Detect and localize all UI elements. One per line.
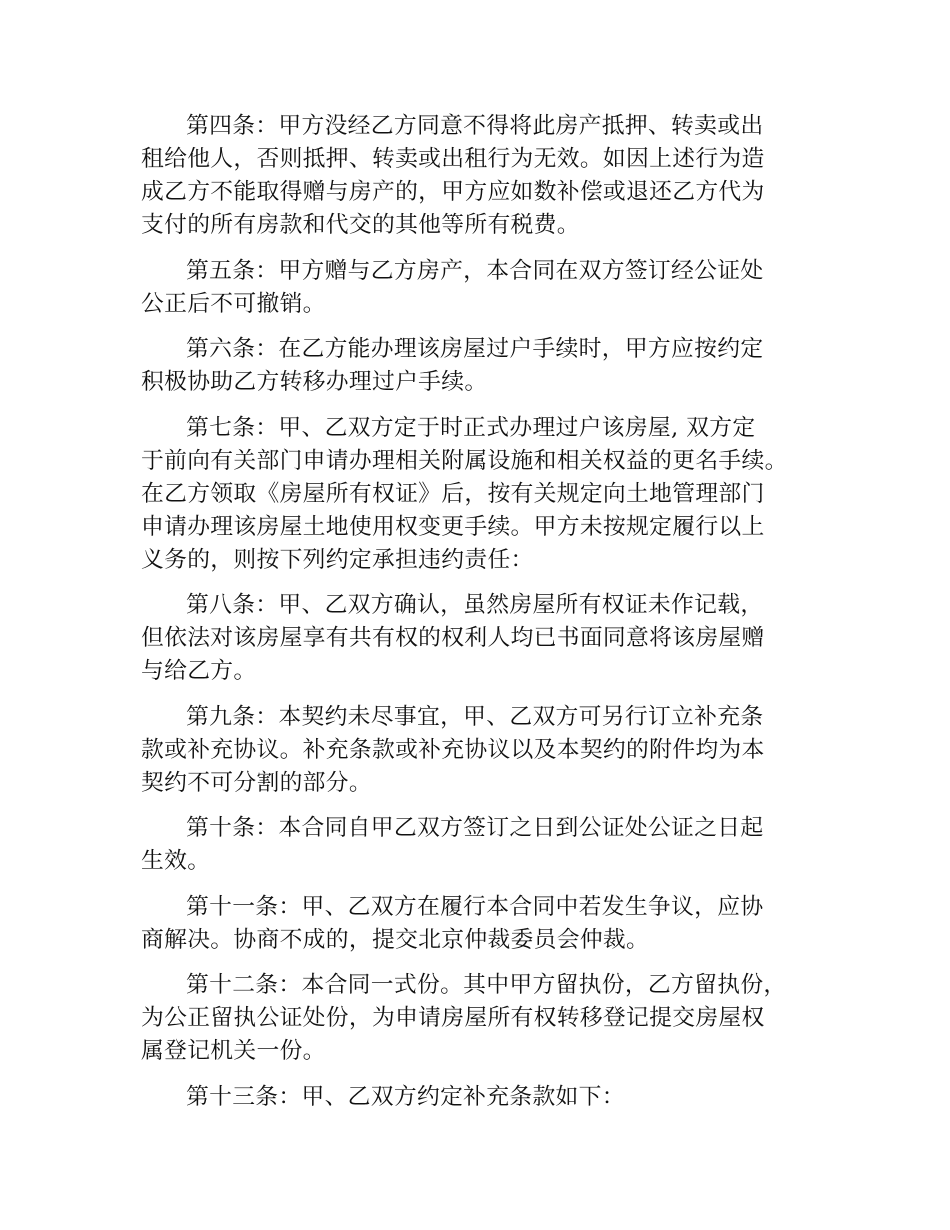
article-12-line-3: 属登记机关一份。 <box>141 1038 326 1064</box>
article-4-line-1: 第四条：甲方没经乙方同意不得将此房产抵押、转卖或出 <box>186 113 764 139</box>
article-7-line-4: 申请办理该房屋土地使用权变更手续。甲方未按规定履行以上 <box>141 513 765 540</box>
article-9-line-2: 款或补充协议。补充条款或补充协议以及本契约的附件均为本 <box>141 736 765 763</box>
article-10 <box>141 812 813 878</box>
document-body <box>141 110 813 1126</box>
article-4-line-3: 成乙方不能取得赠与房产的，甲方应如数补偿或退还乙方代为 <box>141 179 765 205</box>
article-10-line-1: 第十条：本合同自甲乙双方签订之日到公证处公证之日起 <box>186 815 764 841</box>
article-11-line-1: 第十一条：甲、乙双方在履行本合同中若发生争议，应协 <box>186 893 764 920</box>
article-8-line-1: 第八条：甲、乙双方确认，虽然房屋所有权证未作记载， <box>186 592 764 618</box>
article-6-line-1: 第六条：在乙方能办理该房屋过户手续时，甲方应按约定 <box>186 336 764 362</box>
article-8-line-2: 但依法对该房屋享有共有权的权利人均已书面同意将该房屋赠 <box>141 625 765 651</box>
article-8-line-3: 与给乙方。 <box>141 658 257 684</box>
article-4-line-4: 支付的所有房款和代交的其他等所有税费。 <box>141 212 580 238</box>
article-7 <box>141 412 813 577</box>
article-4 <box>141 110 813 242</box>
article-12 <box>141 969 813 1068</box>
article-7-line-2: 于前向有关部门申请办理相关附属设施和相关权益的更名手续。 <box>141 447 788 474</box>
article-7-line-5: 义务的，则按下列约定承担违约责任： <box>141 546 534 573</box>
article-7-line-3: 在乙方领取《房屋所有权证》后，按有关规定向土地管理部门 <box>141 480 765 507</box>
article-13 <box>141 1081 813 1114</box>
article-12-line-1: 第十二条：本合同一式份。其中甲方留执份，乙方留执份， <box>186 972 787 998</box>
article-6 <box>141 333 813 399</box>
article-10-line-2: 生效。 <box>141 848 211 874</box>
article-6-line-2: 积极协助乙方转移办理过户手续。 <box>141 369 488 395</box>
article-9 <box>141 701 813 800</box>
article-7-line-1: 第七条：甲、乙双方定于时正式办理过户该房屋, 双方定 <box>186 414 756 441</box>
article-9-line-1: 第九条：本契约未尽事宜，甲、乙双方可另行订立补充条 <box>186 703 764 730</box>
article-8 <box>141 589 813 688</box>
article-11 <box>141 891 813 957</box>
article-4-line-2: 租给他人，否则抵押、转卖或出租行为无效。如因上述行为造 <box>141 146 765 172</box>
article-13-line-1: 第十三条：甲、乙双方约定补充条款如下： <box>186 1083 625 1110</box>
article-9-line-3: 契约不可分割的部分。 <box>141 769 372 796</box>
article-12-line-2: 为公正留执公证处份，为申请房屋所有权转移登记提交房屋权 <box>141 1005 765 1031</box>
article-5-line-2: 公正后不可撤销。 <box>141 290 326 317</box>
article-11-line-2: 商解决。协商不成的，提交北京仲裁委员会仲裁。 <box>141 926 650 953</box>
article-5 <box>141 255 813 321</box>
article-5-line-1: 第五条：甲方赠与乙方房产，本合同在双方签订经公证处 <box>186 257 764 284</box>
